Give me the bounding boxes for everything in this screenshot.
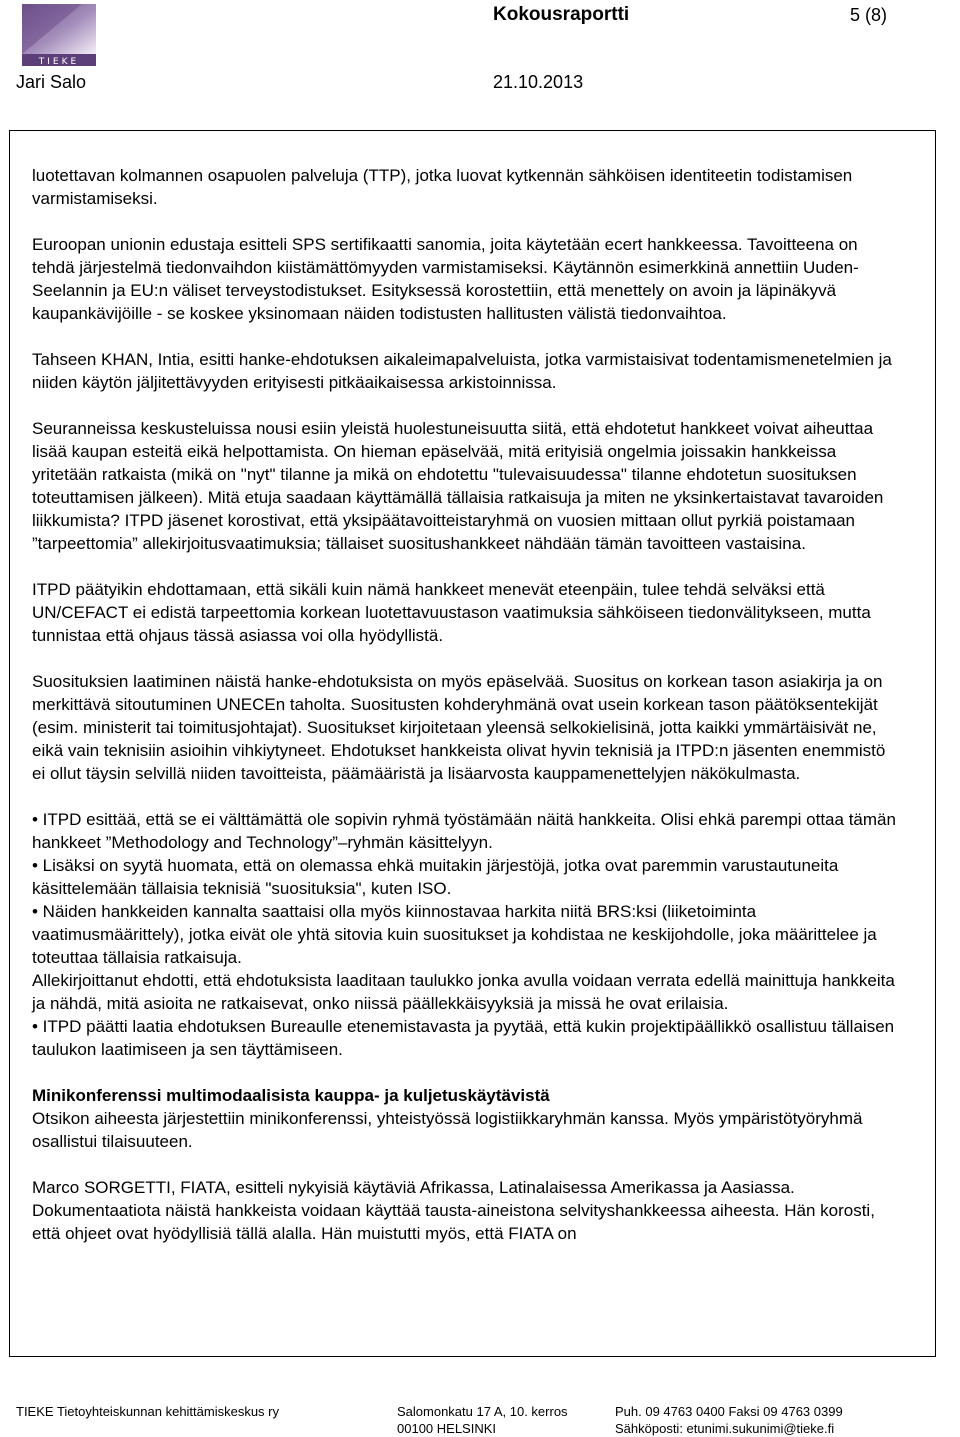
paragraph: Otsikon aiheesta järjestettiin minikonferenssi, yhteistyössä logistiikkaryhmän kanssa. Myös ympäristötyöryhmä osallistui tilaisuuteen.	[32, 1109, 863, 1151]
footer-email: Sähköposti: etunimi.sukunimi@tieke.fi	[615, 1421, 835, 1436]
paragraph: Euroopan unionin edustaja esitteli SPS sertifikaatti sanomia, joita käytetään ecert hankkeessa. Tavoitteena on tehdä järjestelmä tiedonvaihdon kiistämättömyyden varmistamiseksi. Käytännön esimerkkinä annettiin Uuden-Seelannin ja EU:n väliset terveystodistukset. Esityksessä korostettiin, että menettely on avoin ja läpinäkyvä kaupankävijöille - se koskee yksinomaan näiden todistusten hallitusten välistä tiedonvaihtoa.	[32, 235, 859, 323]
footer-city: 00100 HELSINKI	[397, 1421, 497, 1436]
paragraph: Tahseen KHAN, Intia, esitti hanke-ehdotuksen aikaleimapalveluista, jotka varmistaisivat todentamismenetelmien ja niiden käytön jäljitettävyyden erityisesti pitkäaikaisessa arkistoinnissa.	[32, 350, 892, 392]
footer-phone: Puh. 09 4763 0400 Faksi 09 4763 0399	[615, 1404, 843, 1419]
page-number: 5 (8)	[850, 5, 888, 25]
footer-street: Salomonkatu 17 A, 10. kerros	[397, 1404, 568, 1419]
paragraph: Marco SORGETTI, FIATA, esitteli nykyisiä käytäviä Afrikassa, Latinalaisessa Amerikassa ja Aasiassa. Dokumentaatiota näistä hankkeista voidaan käyttää tausta-aineistona selvityshankkeessa aiheesta. Hän korosti, että ohjeet ovat hyödyllisiä tällä alalla. Hän muistutti myös, että FIATA on	[32, 1178, 875, 1243]
section-heading: Minikonferenssi multimodaalisista kauppa- ja kuljetuskäytävistä	[32, 1086, 550, 1105]
footer-address	[397, 1403, 568, 1437]
paragraph: Seuranneissa keskusteluissa nousi esiin yleistä huolestuneisuutta siitä, että ehdotetut hankkeet voivat aiheuttaa lisää kaupan esteitä eikä helpottamista. On hieman epäselvää, mitä erityisiä ongelmia joissakin hankkeissa yritetään ratkaista (mikä on "nyt" tilanne ja mikä on ehdotettu "tulevaisuudessa" tilanne ehdotetun suosituksen toteuttamisen jälkeen). Mitä etuja saadaan käyttämällä tällaisia ratkaisuja ja miten ne yksinkertaistavat tavaroiden liikkumista? ITPD jäsenet korostivat, että yksipäätavoitteistaryhmä on vuosien mittaan ollut pyrkiä poistamaan ”tarpeettomia” allekirjoitusvaatimuksia; tällaiset suositushankkeet nähdään tämän tavoitteen vastaisina.	[32, 419, 884, 553]
footer-organization	[16, 1403, 279, 1420]
bullet-item: • Näiden hankkeiden kannalta saattaisi olla myös kiinnostavaa harkita niitä BRS:ksi (liiketoiminta vaatimusmäärittely), jotka eivät ole yhtä sitovia kuin suositukset ja kohdistaa ne keskijohdolle, joka määrittelee ja toteuttaa tällaisia ratkaisuja.	[32, 902, 877, 967]
tieke-logo	[22, 4, 96, 66]
bullet-item: • Lisäksi on syytä huomata, että on olemassa ehkä muitakin järjestöjä, jotka ovat paremmin varustautuneita käsittelemään tällaisia teknisiä "suosituksia", kuten ISO.	[32, 856, 839, 898]
svg-text:TIEKE: TIEKE	[38, 57, 80, 66]
footer-contact	[615, 1403, 843, 1437]
paragraph: Allekirjoittanut ehdotti, että ehdotuksista laaditaan taulukko jonka avulla voidaan verrata edellä mainittuja hankkeita ja nähdä, mitä asioita ne ratkaisevat, onko niissä päällekkäisyyksiä ja missä he ovat erilaisia.	[32, 971, 895, 1013]
author-name: Jari Salo	[16, 72, 87, 92]
document-title: Kokousraportti	[493, 4, 630, 25]
paragraph: ITPD päätyikin ehdottamaan, että sikäli kuin nämä hankkeet menevät eteenpäin, tulee tehdä selväksi että UN/CEFACT ei edistä tarpeettomia korkean luotettavuustason vaatimuksia sähköiseen tiedonvälitykseen, mutta tunnistaa että ohjaus tässä asiassa voi olla hyödyllistä.	[32, 580, 871, 645]
paragraph: Suosituksien laatiminen näistä hanke-ehdotuksista on myös epäselvää. Suositus on korkean tason asiakirja ja on merkittävä sitoutuminen UNECEn taholta. Suositusten kohderyhmänä ovat usein korkean tason päätöksentekijät (esim. ministerit tai toimitusjohtajat). Suositukset kirjoitetaan yleensä selkokielisinä, jotta kaikki ymmärtäisivät ne, eikä vain teknisiin asioihin vihkiytyneet. Ehdotukset hankkeista olivat hyvin teknisiä ja ITPD:n jäsenten enemmistö ei ollut täysin selvillä niiden tavoitteista, päämääristä ja lisäarvosta kauppamenettelyjen näkökulmasta.	[32, 672, 886, 783]
footer-org-name: TIEKE Tietoyhteiskunnan kehittämiskeskus ry	[16, 1404, 280, 1419]
bullet-item: • ITPD esittää, että se ei välttämättä ole sopivin ryhmä työstämään näitä hankkeita. Olisi ehkä parempi ottaa tämän hankkeet ”Methodology and Technology”–ryhmän käsittelyyn.	[32, 810, 896, 852]
report-date: 21.10.2013	[493, 72, 584, 92]
paragraph: luotettavan kolmannen osapuolen palveluja (TTP), jotka luovat kytkennän sähköisen identiteetin todistamisen varmistamiseksi.	[32, 166, 853, 208]
bullet-item: • ITPD päätti laatia ehdotuksen Bureaulle etenemistavasta ja pyytää, että kukin projektipäällikkö osallistuu tällaisen taulukon laatimiseen ja sen täyttämiseen.	[32, 1017, 895, 1059]
report-body	[32, 164, 902, 1245]
